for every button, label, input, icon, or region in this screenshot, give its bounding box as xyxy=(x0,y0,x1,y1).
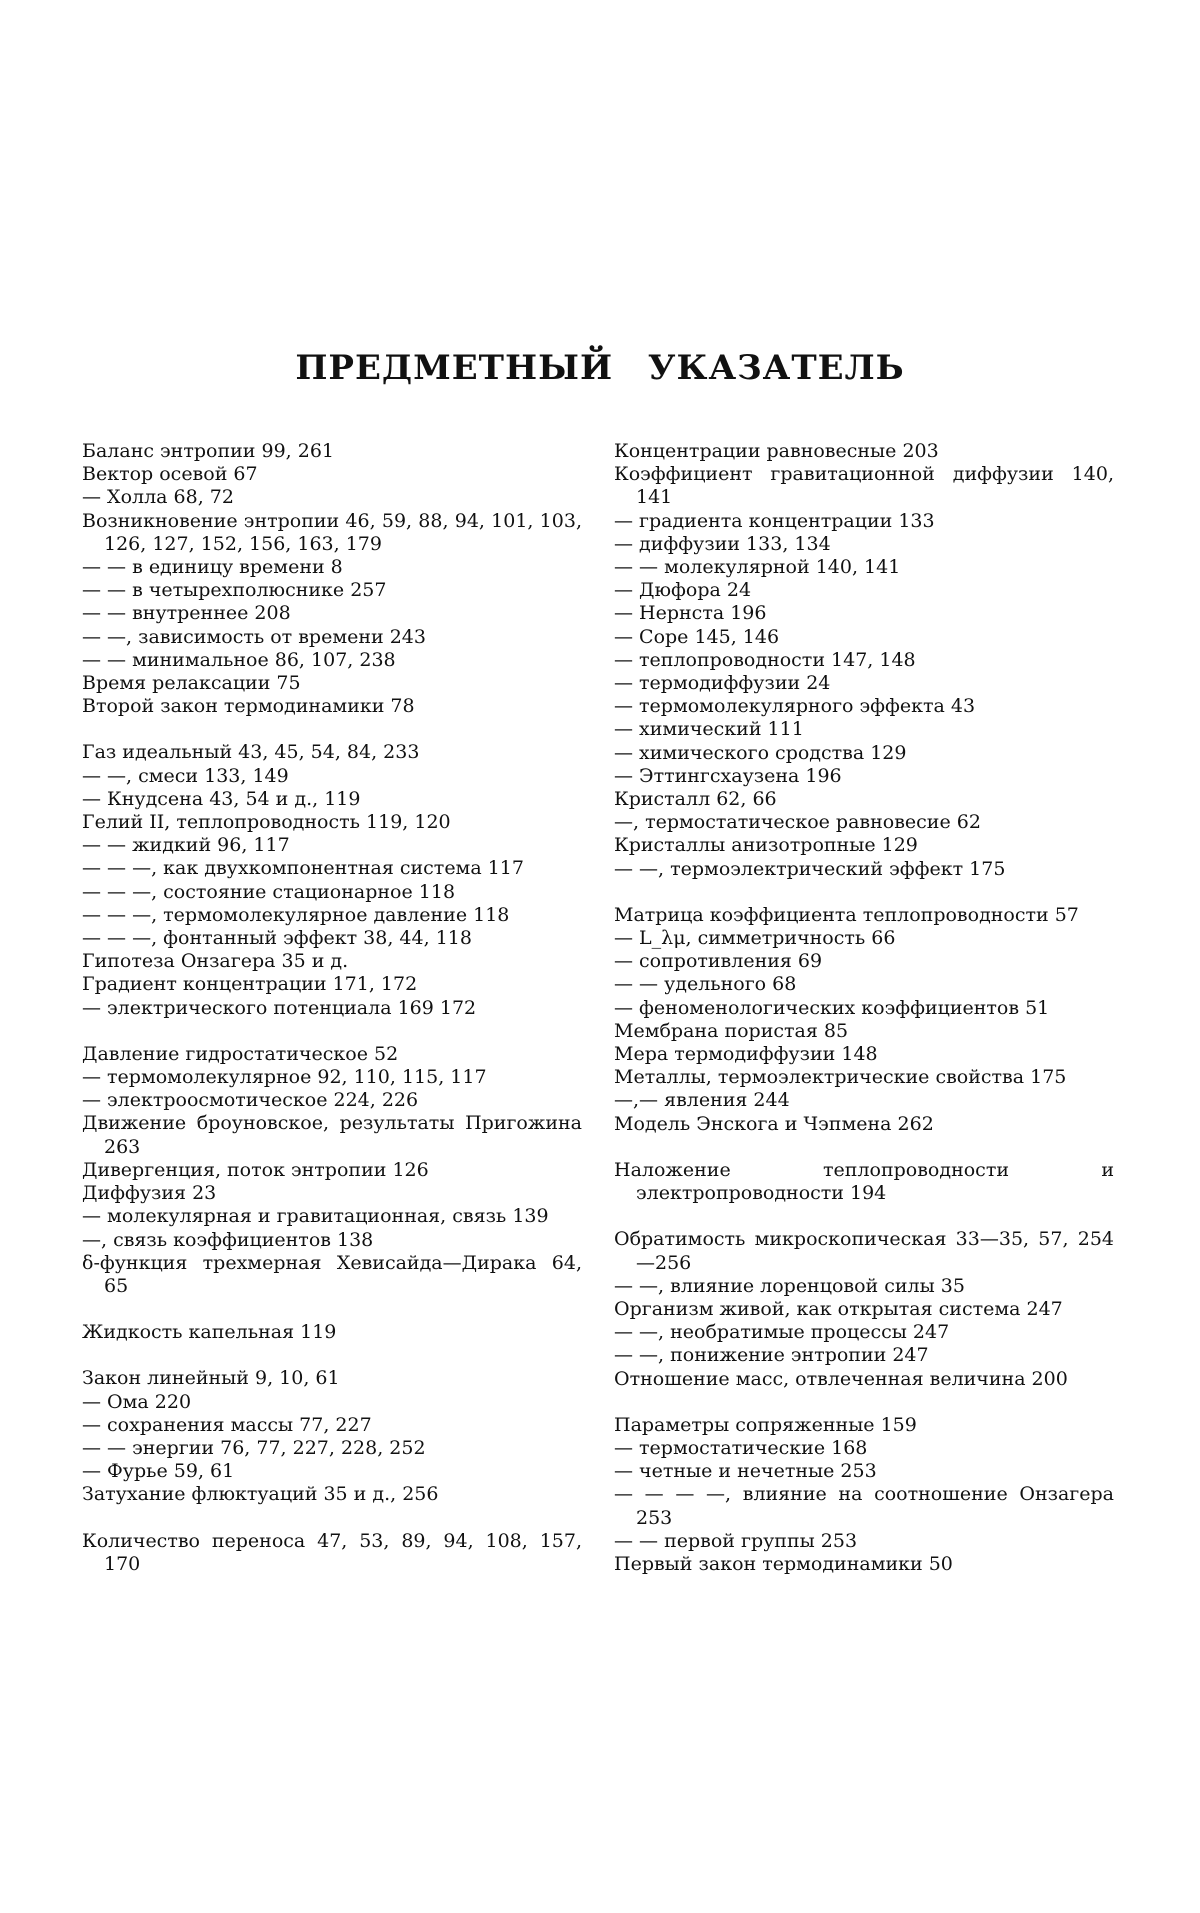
index-entry: — феноменологических коэффициентов 51 xyxy=(614,996,1050,1019)
index-entry: — —, смеси 133, 149 xyxy=(82,764,289,787)
index-entry: — Нернста 196 xyxy=(614,602,767,625)
index-entry: — термодиффузии 24 xyxy=(614,672,831,695)
index-column-left xyxy=(82,440,582,1576)
index-entry: — — —, как двухкомпонентная система 117 xyxy=(82,857,524,880)
index-entry: Градиент концентрации 171, 172 xyxy=(82,973,418,996)
index-entry: Концентрации равновесные 203 xyxy=(614,440,939,462)
index-entry: Первый закон термодинамики 50 xyxy=(614,1552,953,1575)
index-entry: — диффузии 133, 134 xyxy=(614,532,831,555)
index-entry: Время релаксации 75 xyxy=(82,672,301,695)
index-entry: — термостатические 168 xyxy=(614,1436,868,1459)
index-entry: Затухание флюктуаций 35 и д., 256 xyxy=(82,1483,439,1506)
index-entry: Кристаллы анизотропные 129 xyxy=(614,834,918,857)
index-entry: Возникновение энтропии 46, 59, 88, 94, 101, 103, 126, 127, 152, 156, 163, 179 xyxy=(82,509,582,555)
index-entry: Баланс энтропии 99, 261 xyxy=(82,440,335,462)
index-column-right xyxy=(614,440,1114,1576)
index-entry: — химического сродства 129 xyxy=(614,741,907,764)
group-spacer xyxy=(614,1136,1114,1159)
index-entry: — Холла 68, 72 xyxy=(82,486,234,509)
index-entry: Наложение теплопроводности и электропроводности 194 xyxy=(614,1158,1114,1205)
index-entry: — Соре 145, 146 xyxy=(614,625,780,648)
index-entry: — электрического потенциала 169 172 xyxy=(82,996,477,1019)
index-entry: — молекулярная и гравитационная, связь 139 xyxy=(82,1205,549,1228)
group-spacer xyxy=(82,1507,582,1530)
index-entry: Мера термодиффузии 148 xyxy=(614,1043,878,1066)
index-entry: — Фурье 59, 61 xyxy=(82,1460,235,1483)
index-entry: Движение броуновское, результаты Пригожина 263 xyxy=(82,1112,582,1158)
index-entry: — — в четырехполюснике 257 xyxy=(82,579,387,602)
index-entry: — — —, состояние стационарное 118 xyxy=(82,880,456,903)
index-entry: —, связь коэффициентов 138 xyxy=(82,1228,374,1251)
index-entry: Газ идеальный 43, 45, 54, 84, 233 xyxy=(82,741,420,764)
index-entry: — химический 111 xyxy=(614,718,804,741)
index-entry: Мембрана пористая 85 xyxy=(614,1019,849,1042)
index-entry: Параметры сопряженные 159 xyxy=(614,1413,917,1436)
index-entry: — — молекулярной 140, 141 xyxy=(614,556,901,579)
index-entry: Гипотеза Онзагера 35 и д. xyxy=(82,950,349,973)
index-entry: Коэффициент гравитационной диффузии 140, 141 xyxy=(614,463,1114,509)
index-entry: Количество переноса 47, 53, 89, 94, 108, 157, 170 xyxy=(82,1529,582,1575)
index-entry: — сохранения массы 77, 227 xyxy=(82,1413,372,1436)
index-entry: Закон линейный 9, 10, 61 xyxy=(82,1367,340,1390)
index-entry: — теплопроводности 147, 148 xyxy=(614,648,916,671)
index-entry: Кристалл 62, 66 xyxy=(614,788,777,811)
index-entry: — Кнудсена 43, 54 и д., 119 xyxy=(82,787,361,810)
index-entry: — — минимальное 86, 107, 238 xyxy=(82,648,396,671)
group-spacer xyxy=(82,1344,582,1367)
index-entry: Отношение масс, отвлеченная величина 200 xyxy=(614,1367,1068,1390)
group-spacer xyxy=(82,718,582,741)
index-entry: Диффузия 23 xyxy=(82,1182,217,1205)
index-entry: — электроосмотическое 224, 226 xyxy=(82,1089,419,1112)
index-entry: Матрица коэффициента теплопроводности 57 xyxy=(614,903,1079,926)
index-entry: — — —, фонтанный эффект 38, 44, 118 xyxy=(82,927,472,950)
index-entry: — градиента концентрации 133 xyxy=(614,509,935,532)
index-entry: — —, понижение энтропии 247 xyxy=(614,1344,929,1367)
index-entry: Организм живой, как открытая система 247 xyxy=(614,1297,1063,1320)
index-entry: — — первой группы 253 xyxy=(614,1529,858,1552)
index-entry: — — внутреннее 208 xyxy=(82,602,291,625)
index-entry: δ-функция трехмерная Хевисайда—Дирака 64, 65 xyxy=(82,1251,582,1297)
index-entry: — — — —, влияние на соотношение Онзагера 253 xyxy=(614,1483,1114,1529)
index-entry: — термомолекулярного эффекта 43 xyxy=(614,695,976,718)
index-entry: Вектор осевой 67 xyxy=(82,463,258,486)
index-entry: —, термостатическое равновесие 62 xyxy=(614,811,981,834)
index-entry: — сопротивления 69 xyxy=(614,950,823,973)
group-spacer xyxy=(614,1391,1114,1414)
index-entry: — Дюфора 24 xyxy=(614,579,752,602)
page-title: ПРЕДМЕТНЫЙ УКАЗАТЕЛЬ xyxy=(295,348,905,388)
index-entry: Гелий II, теплопроводность 119, 120 xyxy=(82,811,451,834)
index-entry: — —, необратимые процессы 247 xyxy=(614,1321,950,1344)
index-entry: Дивергенция, поток энтропии 126 xyxy=(82,1158,429,1181)
group-spacer xyxy=(614,1205,1114,1228)
index-entry: — Эттингсхаузена 196 xyxy=(614,764,842,787)
index-entry: —,— явления 244 xyxy=(614,1089,790,1112)
index-entry: — Ома 220 xyxy=(82,1390,192,1413)
index-entry: — — —, термомолекулярное давление 118 xyxy=(82,903,510,926)
index-entry: — —, зависимость от времени 243 xyxy=(82,625,426,648)
index-entry: — — энергии 76, 77, 227, 228, 252 xyxy=(82,1436,426,1459)
group-spacer xyxy=(82,1298,582,1321)
index-entry: — —, влияние лоренцовой силы 35 xyxy=(614,1274,965,1297)
index-entry: Модель Энскога и Чэпмена 262 xyxy=(614,1112,934,1135)
index-entry: Жидкость капельная 119 xyxy=(82,1321,337,1344)
index-entry: — —, термоэлектрический эффект 175 xyxy=(614,857,1006,880)
index-entry: — — удельного 68 xyxy=(614,973,797,996)
index-entry: — L_λμ, симметричность 66 xyxy=(614,927,896,950)
index-entry: — четные и нечетные 253 xyxy=(614,1460,877,1483)
index-entry: — — жидкий 96, 117 xyxy=(82,834,290,857)
index-entry: Давление гидростатическое 52 xyxy=(82,1042,399,1065)
index-entry: — термомолекулярное 92, 110, 115, 117 xyxy=(82,1066,487,1089)
group-spacer xyxy=(82,1020,582,1043)
index-entry: — — в единицу времени 8 xyxy=(82,556,343,579)
group-spacer xyxy=(614,881,1114,904)
index-entry: Обратимость микроскопическая 33—35, 57, 254—256 xyxy=(614,1228,1114,1274)
index-entry: Металлы, термоэлектрические свойства 175 xyxy=(614,1066,1067,1089)
index-entry: Второй закон термодинамики 78 xyxy=(82,695,415,718)
